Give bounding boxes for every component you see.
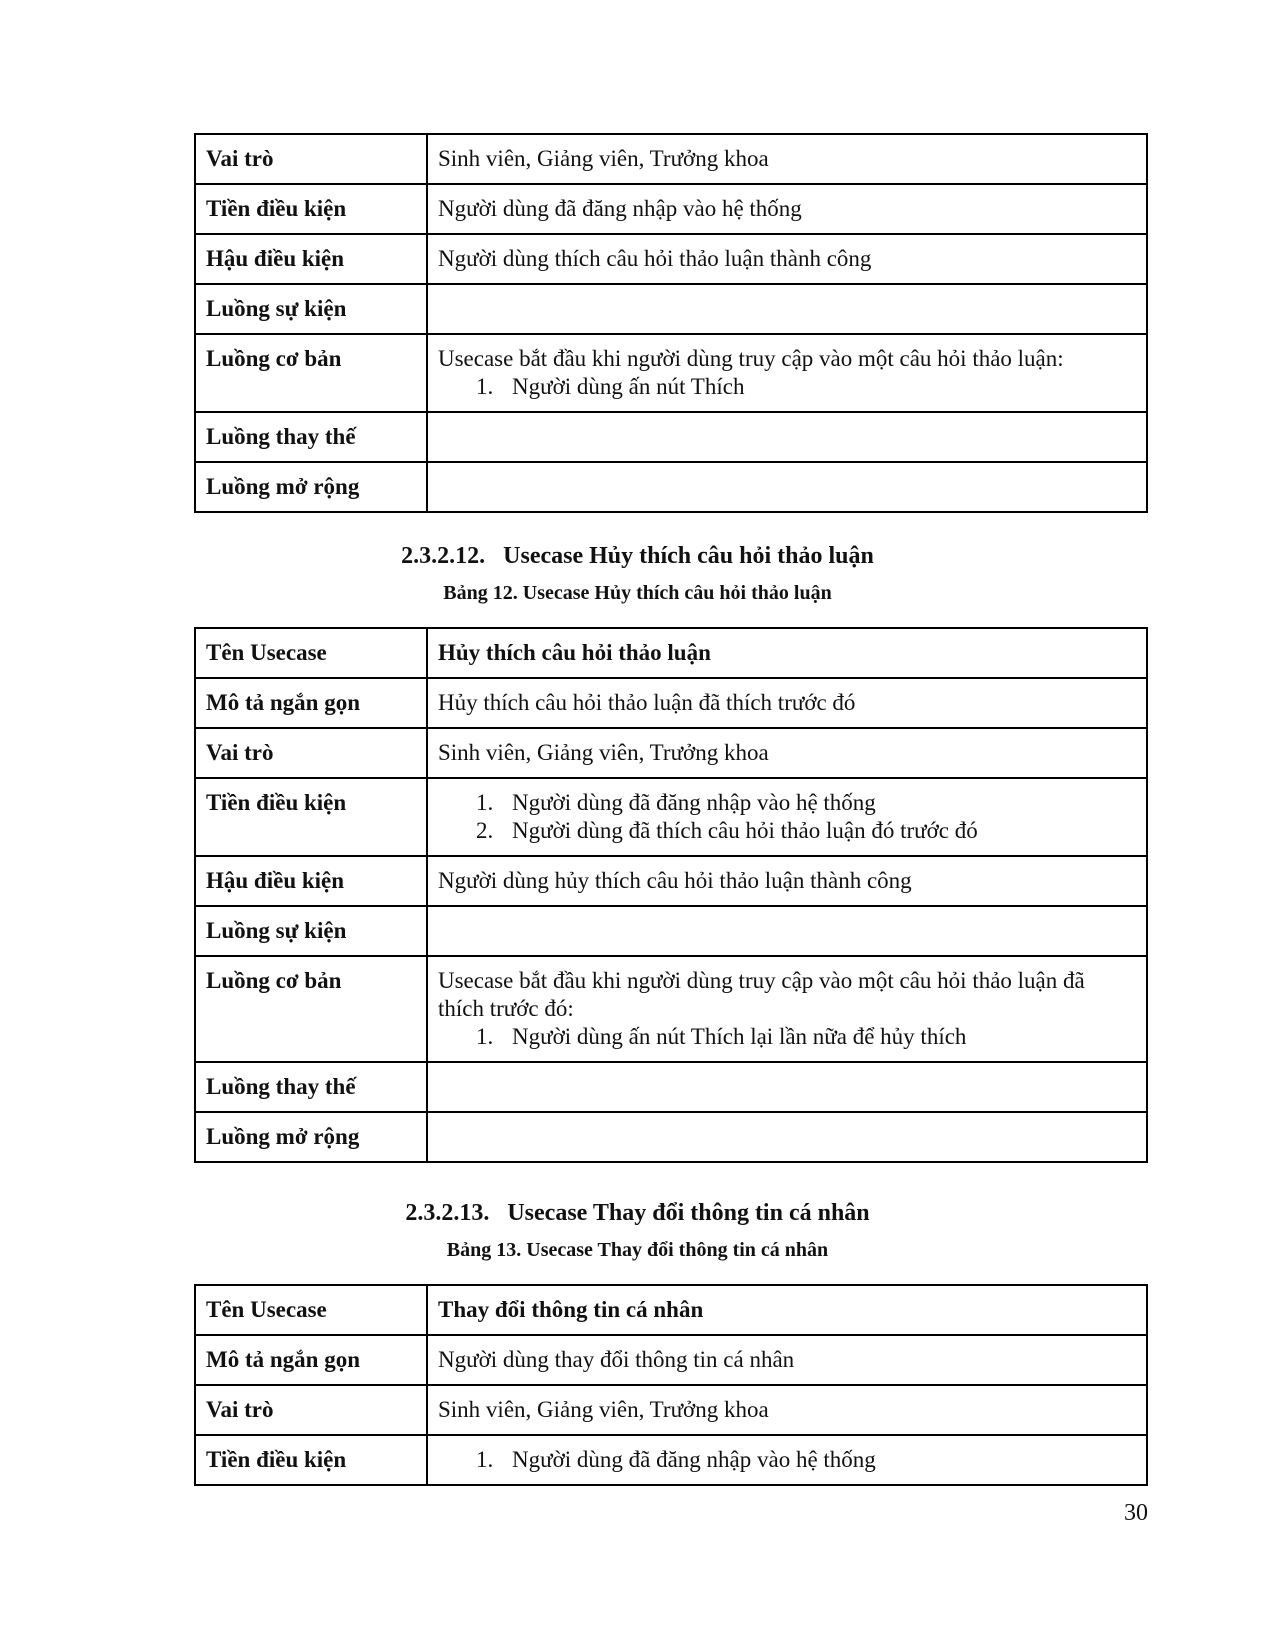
row-label: Tiền điều kiện: [195, 184, 427, 234]
table-row: [195, 234, 1147, 284]
step-number: 1.: [476, 1447, 494, 1472]
heading-text: Usecase Hủy thích câu hỏi thảo luận: [503, 543, 874, 569]
row-value: [427, 1062, 1147, 1112]
table-row: [195, 184, 1147, 234]
row-label: Tiền điều kiện: [195, 778, 427, 856]
usecase-table-unlike-question: [194, 627, 1148, 1163]
row-label: Hậu điều kiện: [195, 234, 427, 284]
row-label: Tên Usecase: [195, 1285, 427, 1335]
table-row: [195, 728, 1147, 778]
table-row: [195, 462, 1147, 512]
table-row: [195, 1385, 1147, 1435]
list-item: [438, 789, 1136, 817]
row-value: [427, 412, 1147, 462]
row-label: Luồng thay thế: [195, 1062, 427, 1112]
row-label: Luồng sự kiện: [195, 906, 427, 956]
table-row: [195, 284, 1147, 334]
row-value: [427, 284, 1147, 334]
step-number: 1.: [476, 790, 494, 815]
heading-number: 2.3.2.12.: [401, 543, 486, 569]
row-value: Hủy thích câu hỏi thảo luận: [427, 628, 1147, 678]
row-label: Luồng mở rộng: [195, 1112, 427, 1162]
list-item: [438, 1446, 1136, 1474]
section-heading: [0, 543, 1275, 570]
row-value: Hủy thích câu hỏi thảo luận đã thích trước đó: [427, 678, 1147, 728]
row-label: Tiền điều kiện: [195, 1435, 427, 1485]
step-text: Người dùng ấn nút Thích lại lần nữa để hủy thích: [512, 1024, 967, 1049]
step-text: Người dùng ấn nút Thích: [512, 374, 745, 399]
table-row: [195, 1285, 1147, 1335]
table-row: [195, 1435, 1147, 1485]
step-number: 1.: [476, 374, 494, 399]
row-value: Người dùng đã đăng nhập vào hệ thống: [427, 184, 1147, 234]
row-value: Người dùng hủy thích câu hỏi thảo luận thành công: [427, 856, 1147, 906]
step-text: Người dùng đã đăng nhập vào hệ thống: [512, 1447, 876, 1472]
table-row: [195, 1335, 1147, 1385]
row-value: [427, 1435, 1147, 1485]
row-value: [427, 334, 1147, 412]
step-number: 2.: [476, 818, 494, 843]
row-label: Hậu điều kiện: [195, 856, 427, 906]
list-item: [438, 373, 1136, 401]
flow-intro: Usecase bắt đầu khi người dùng truy cập vào một câu hỏi thảo luận đã thích trước đó:: [438, 968, 1085, 1021]
row-value: Thay đổi thông tin cá nhân: [427, 1285, 1147, 1335]
table-row: [195, 412, 1147, 462]
row-label: Luồng thay thế: [195, 412, 427, 462]
row-label: Luồng mở rộng: [195, 462, 427, 512]
row-label: Luồng sự kiện: [195, 284, 427, 334]
usecase-table-change-profile: [194, 1284, 1148, 1486]
row-value: [427, 462, 1147, 512]
row-value: [427, 956, 1147, 1062]
step-number: 1.: [476, 1024, 494, 1049]
step-list: [438, 1023, 1136, 1051]
row-label: Vai trò: [195, 1385, 427, 1435]
heading-text: Usecase Thay đổi thông tin cá nhân: [507, 1200, 870, 1226]
flow-intro: Usecase bắt đầu khi người dùng truy cập vào một câu hỏi thảo luận:: [438, 346, 1064, 371]
table-row: [195, 1062, 1147, 1112]
row-label: Mô tả ngắn gọn: [195, 1335, 427, 1385]
heading-number: 2.3.2.13.: [405, 1200, 490, 1226]
table-row: [195, 906, 1147, 956]
row-value: [427, 778, 1147, 856]
row-label: Vai trò: [195, 134, 427, 184]
row-label: Tên Usecase: [195, 628, 427, 678]
table-caption: Bảng 12. Usecase Hủy thích câu hỏi thảo luận: [443, 582, 832, 604]
table-row: [195, 1112, 1147, 1162]
row-value: Người dùng thích câu hỏi thảo luận thành công: [427, 234, 1147, 284]
list-item: [438, 817, 1136, 845]
table-caption: Bảng 13. Usecase Thay đổi thông tin cá nhân: [446, 1239, 829, 1261]
table-row: [195, 778, 1147, 856]
table-row: [195, 334, 1147, 412]
step-list: [438, 373, 1136, 401]
row-label: Luồng cơ bản: [195, 956, 427, 1062]
table-row: [195, 134, 1147, 184]
step-text: Người dùng đã đăng nhập vào hệ thống: [512, 790, 876, 815]
row-value: [427, 1112, 1147, 1162]
section-heading: [0, 1200, 1275, 1227]
table-row: [195, 628, 1147, 678]
table-row: [195, 856, 1147, 906]
row-value: [427, 906, 1147, 956]
row-value: Người dùng thay đổi thông tin cá nhân: [427, 1335, 1147, 1385]
table-row: [195, 678, 1147, 728]
row-label: Mô tả ngắn gọn: [195, 678, 427, 728]
step-text: Người dùng đã thích câu hỏi thảo luận đó trước đó: [512, 818, 978, 843]
row-value: Sinh viên, Giảng viên, Trưởng khoa: [427, 1385, 1147, 1435]
list-item: [438, 1023, 1136, 1051]
row-label: Vai trò: [195, 728, 427, 778]
row-value: Sinh viên, Giảng viên, Trưởng khoa: [427, 728, 1147, 778]
step-list: [438, 1446, 1136, 1474]
usecase-table-like-question: [194, 133, 1148, 513]
row-label: Luồng cơ bản: [195, 334, 427, 412]
step-list: [438, 789, 1136, 845]
page-number: 30: [1124, 1500, 1148, 1526]
row-value: Sinh viên, Giảng viên, Trưởng khoa: [427, 134, 1147, 184]
table-row: [195, 956, 1147, 1062]
